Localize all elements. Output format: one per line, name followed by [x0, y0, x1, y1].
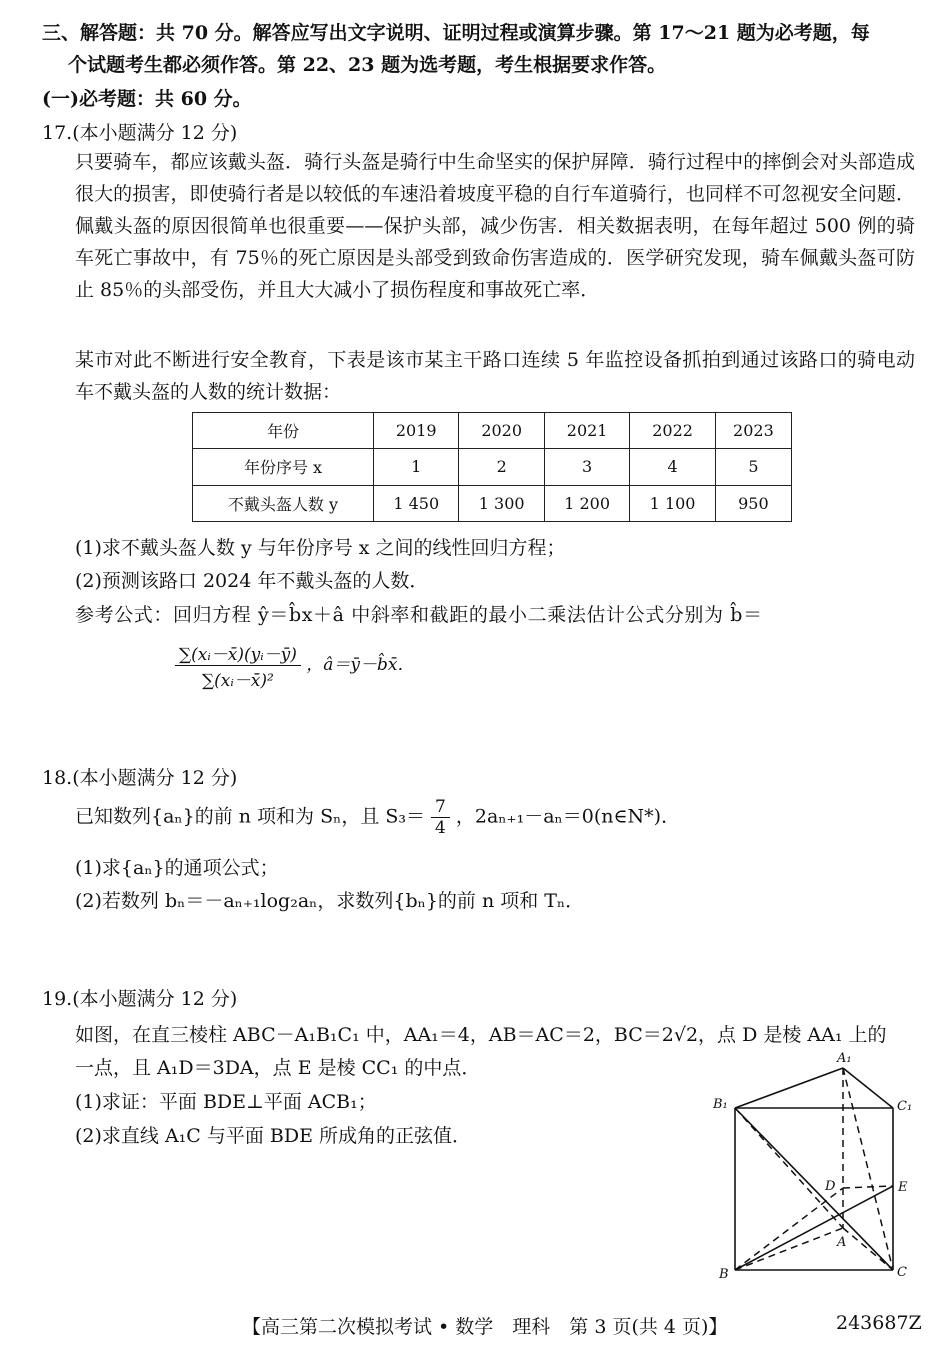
label-a1: A₁ [837, 1051, 852, 1066]
q19-part1: (1)求证：平面 BDE⊥平面 ACB₁； [75, 1091, 377, 1113]
label-d: D [825, 1179, 836, 1194]
label-c: C [897, 1265, 907, 1280]
table-row [193, 449, 792, 485]
label-e: E [898, 1180, 908, 1195]
q17-data-table [192, 412, 792, 522]
q18-stem-a: 已知数列{aₙ}的前 n 项和为 Sₙ，且 S₃＝ [75, 805, 425, 828]
edge-b1-a1 [735, 1068, 843, 1108]
table-cell: 2022 [630, 413, 715, 449]
q17-part1: (1)求不戴头盔人数 y 与年份序号 x 之间的线性回归方程； [75, 537, 566, 559]
page-footer: 【高三第二次模拟考试 • 数学 理科 第 3 页(共 4 页)】 [242, 1316, 728, 1338]
q18-header: 18.(本小题满分 12 分) [42, 767, 238, 789]
segment-b1-a-hidden [735, 1108, 843, 1228]
segment-b-e [735, 1186, 893, 1270]
table-cell: 2 [459, 449, 544, 485]
q17-header: 17.(本小题满分 12 分) [42, 122, 238, 144]
paper-code: 243687Z [836, 1312, 922, 1334]
section-title-line2: 个试题考生都必须作答。第 22、23 题为选考题，考生根据要求作答。 [68, 54, 667, 76]
table-cell: 2021 [544, 413, 629, 449]
edge-a1-c1 [843, 1068, 893, 1108]
q18-part2: (2)若数列 bₙ＝－aₙ₊₁log₂aₙ，求数列{bₙ}的前 n 项和 Tₙ． [75, 890, 585, 912]
q18-stem [75, 797, 680, 838]
segment-b1-c [735, 1108, 893, 1270]
segment-a1-c-hidden [843, 1068, 893, 1270]
table-cell: 2019 [374, 413, 459, 449]
label-b1: B₁ [713, 1097, 728, 1112]
q19-part2: (2)求直线 A₁C 与平面 BDE 所成角的正弦值． [75, 1125, 472, 1147]
table-cell: 1 100 [630, 485, 715, 521]
section-title-line1: 三、解答题：共 70 分。解答应写出文字说明、证明过程或演算步骤。第 17～21 题为必考题，每 [42, 22, 870, 44]
table-cell: 1 300 [459, 485, 544, 521]
q17-paragraph-1: 只要骑车，都应该戴头盔．骑行头盔是骑行中生命坚实的保护屏障．骑行过程中的摔倒会对头部造成很大的损害，即使骑行者是以较低的车速沿着坡度平稳的自行车道骑行，也同样不可忽视安全问题．佩戴头盔的原因很简单也很重要——保护头部，减少伤害．相关数据表明，在每年超过 500 例的骑车死亡事故中，有 75％的死亡原因是头部受到致命伤害造成的．医学研究发现，骑车佩戴头盔可防止 85％的头部受伤，并且大大减小了损伤程度和事故死亡率． [75, 151, 915, 301]
table-row [193, 485, 792, 521]
table-cell: 2023 [715, 413, 791, 449]
q18-fraction-den: 4 [435, 818, 446, 838]
formula-fraction [175, 640, 301, 691]
table-cell: 5 [715, 449, 791, 485]
table-header-count: 不戴头盔人数 y [193, 485, 374, 521]
q18-part1: (1)求{aₙ}的通项公式； [75, 857, 279, 879]
table-cell: 1 450 [374, 485, 459, 521]
label-b: B [719, 1267, 729, 1282]
prism-figure [705, 1048, 920, 1283]
edge-a-c-hidden [843, 1228, 893, 1270]
q17-least-squares-formula [175, 640, 415, 691]
edge-b-a-hidden [735, 1228, 843, 1270]
table-row [193, 413, 792, 449]
table-cell: 1 [374, 449, 459, 485]
formula-numerator: ∑(xᵢ－x̄)(yᵢ－ȳ) [175, 640, 301, 666]
q17-paragraph-2: 某市对此不断进行安全教育，下表是该市某主干路口连续 5 年监控设备抓拍到通过该路口的骑电动车不戴头盔的人数的统计数据： [75, 349, 915, 403]
table-cell: 4 [630, 449, 715, 485]
q19-header: 19.(本小题满分 12 分) [42, 988, 238, 1010]
formula-denominator: ∑(xᵢ－x̄)² [202, 671, 274, 691]
q17-part2: (2)预测该路口 2024 年不戴头盔的人数． [75, 570, 429, 592]
q18-fraction [431, 797, 450, 838]
q19-stem-line2: 一点，且 A₁D＝3DA，点 E 是棱 CC₁ 的中点． [75, 1057, 481, 1079]
formula-intercept: ，â＝ȳ－b̂x̄． [306, 655, 415, 675]
segment-b-d-hidden [735, 1188, 843, 1270]
q18-stem-b: ，2aₙ₊₁－aₙ＝0(n∈N*)． [455, 805, 681, 828]
table-header-year: 年份 [193, 413, 374, 449]
q18-fraction-num: 7 [431, 797, 450, 818]
label-a: A [837, 1235, 847, 1250]
q17-reference-formula: 参考公式：回归方程 ŷ＝b̂x＋â 中斜率和截距的最小二乘法估计公式分别为 b̂＝ [75, 604, 763, 626]
segment-d-e-hidden [843, 1186, 893, 1188]
table-cell: 950 [715, 485, 791, 521]
subsection-title: (一)必考题：共 60 分。 [42, 88, 252, 110]
table-cell: 1 200 [544, 485, 629, 521]
table-cell: 3 [544, 449, 629, 485]
table-cell: 2020 [459, 413, 544, 449]
q19-stem-line1: 如图，在直三棱柱 ABC－A₁B₁C₁ 中，AA₁＝4，AB＝AC＝2，BC＝2√2，点 D 是棱 AA₁ 上的 [75, 1024, 887, 1046]
table-header-index: 年份序号 x [193, 449, 374, 485]
label-c1: C₁ [897, 1099, 913, 1114]
